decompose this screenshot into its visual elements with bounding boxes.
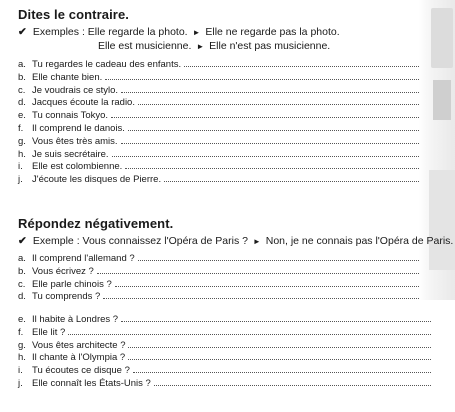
item-text: Tu connais Tokyo. [32, 110, 109, 122]
answer-line[interactable] [103, 289, 419, 299]
item-text: Il chante à l'Olympia ? [32, 352, 126, 364]
list-item [18, 134, 419, 147]
answer-line[interactable] [128, 121, 419, 131]
item-letter: d. [18, 291, 26, 303]
answer-line[interactable] [115, 277, 419, 287]
list-item [18, 95, 419, 108]
list-item [18, 251, 419, 264]
item-letter: g. [18, 135, 26, 147]
answer-line[interactable] [164, 172, 419, 182]
exercise-list [18, 251, 419, 302]
example-sentence: Elle est musicienne. [98, 40, 192, 52]
arrow-right-icon: ► [192, 28, 201, 37]
exercise-negatif [18, 215, 454, 303]
item-text: Vous êtes très amis. [32, 135, 118, 147]
item-letter: i. [18, 161, 23, 173]
item-letter: c. [18, 84, 26, 96]
answer-line[interactable] [121, 83, 419, 93]
list-item [18, 172, 419, 185]
example-answer: Non, je ne connais pas l'Opéra de Paris. [265, 235, 454, 247]
item-text: Je suis secrétaire. [32, 148, 109, 160]
list-item [18, 159, 419, 172]
page-edge-shadow [419, 0, 455, 300]
item-letter: d. [18, 97, 26, 109]
answer-line[interactable] [133, 363, 431, 373]
item-letter: h. [18, 352, 26, 364]
check-icon: ✔ [18, 235, 27, 247]
answer-line[interactable] [154, 376, 431, 386]
answer-line[interactable] [128, 350, 431, 360]
answer-line[interactable] [111, 108, 419, 118]
list-item [18, 363, 431, 376]
list-item [18, 57, 419, 70]
exercise-contraire [18, 6, 419, 185]
list-item [18, 147, 419, 160]
list-item [18, 350, 431, 363]
example-block [18, 235, 454, 248]
item-letter: j. [18, 174, 23, 186]
list-item [18, 325, 431, 338]
answer-line[interactable] [138, 251, 419, 261]
item-letter: a. [18, 253, 26, 264]
exercise-list [18, 57, 419, 185]
example-block [18, 26, 419, 53]
item-text: Tu écoutes ce disque ? [32, 365, 130, 377]
arrow-right-icon: ► [196, 42, 205, 51]
answer-line[interactable] [125, 159, 419, 169]
item-letter: f. [18, 122, 24, 134]
answer-line[interactable] [121, 312, 431, 322]
item-letter: i. [18, 365, 23, 377]
answer-line[interactable] [138, 95, 419, 105]
list-item [18, 264, 419, 277]
item-letter: f. [18, 326, 24, 338]
item-text: Vous êtes architecte ? [32, 339, 126, 351]
item-text: Il comprend l'allemand ? [32, 253, 135, 264]
exercise-title: Dites le contraire. [18, 7, 129, 22]
list-item [18, 289, 419, 302]
arrow-right-icon: ► [252, 237, 261, 246]
answer-line[interactable] [68, 325, 431, 335]
example-answer: Elle n'est pas musicienne. [209, 40, 331, 52]
item-letter: e. [18, 314, 26, 325]
answer-line[interactable] [112, 147, 419, 157]
item-letter: a. [18, 59, 26, 70]
exercise-negatif-continued [18, 312, 431, 389]
exercise-title: Répondez négativement. [18, 216, 174, 231]
item-letter: b. [18, 71, 26, 83]
item-text: Elle parle chinois ? [32, 278, 112, 290]
item-text: Il comprend le danois. [32, 122, 125, 134]
check-icon: ✔ [18, 26, 27, 38]
example-sentence: Elle regarde la photo. [87, 26, 188, 38]
item-text: Elle chante bien. [32, 71, 103, 83]
list-item [18, 376, 431, 389]
item-letter: b. [18, 265, 26, 277]
bleed-through-mark [429, 170, 455, 270]
example-label: Exemple : [32, 235, 80, 247]
example-answer: Elle ne regarde pas la photo. [205, 26, 340, 38]
item-text: Je voudrais ce stylo. [32, 84, 119, 96]
answer-line[interactable] [184, 57, 419, 67]
answer-line[interactable] [128, 338, 431, 348]
answer-line[interactable] [121, 134, 419, 144]
list-item [18, 121, 419, 134]
item-text: Tu regardes le cadeau des enfants. [32, 59, 182, 70]
bleed-through-mark [433, 80, 451, 120]
item-text: Tu comprends ? [32, 291, 101, 303]
list-item [18, 108, 419, 121]
item-letter: h. [18, 148, 26, 160]
list-item [18, 277, 419, 290]
answer-line[interactable] [97, 264, 419, 274]
list-item [18, 338, 431, 351]
item-letter: c. [18, 278, 26, 290]
item-text: Il habite à Londres ? [32, 314, 119, 325]
item-letter: g. [18, 339, 26, 351]
example-label: Exemples : [32, 26, 85, 38]
list-item [18, 70, 419, 83]
list-item [18, 312, 431, 325]
item-text: Elle lit ? [32, 326, 66, 338]
answer-line[interactable] [105, 70, 419, 80]
bleed-through-mark [431, 8, 453, 68]
item-text: J'écoute les disques de Pierre. [32, 174, 162, 186]
item-text: Vous écrivez ? [32, 265, 94, 277]
list-item [18, 83, 419, 96]
item-letter: e. [18, 110, 26, 122]
item-text: Jacques écoute la radio. [32, 97, 135, 109]
example-question: Vous connaissez l'Opéra de Paris ? [82, 235, 248, 247]
item-text: Elle est colombienne. [32, 161, 123, 173]
item-text: Elle connaît les États-Unis ? [32, 377, 151, 389]
item-letter: j. [18, 377, 23, 389]
